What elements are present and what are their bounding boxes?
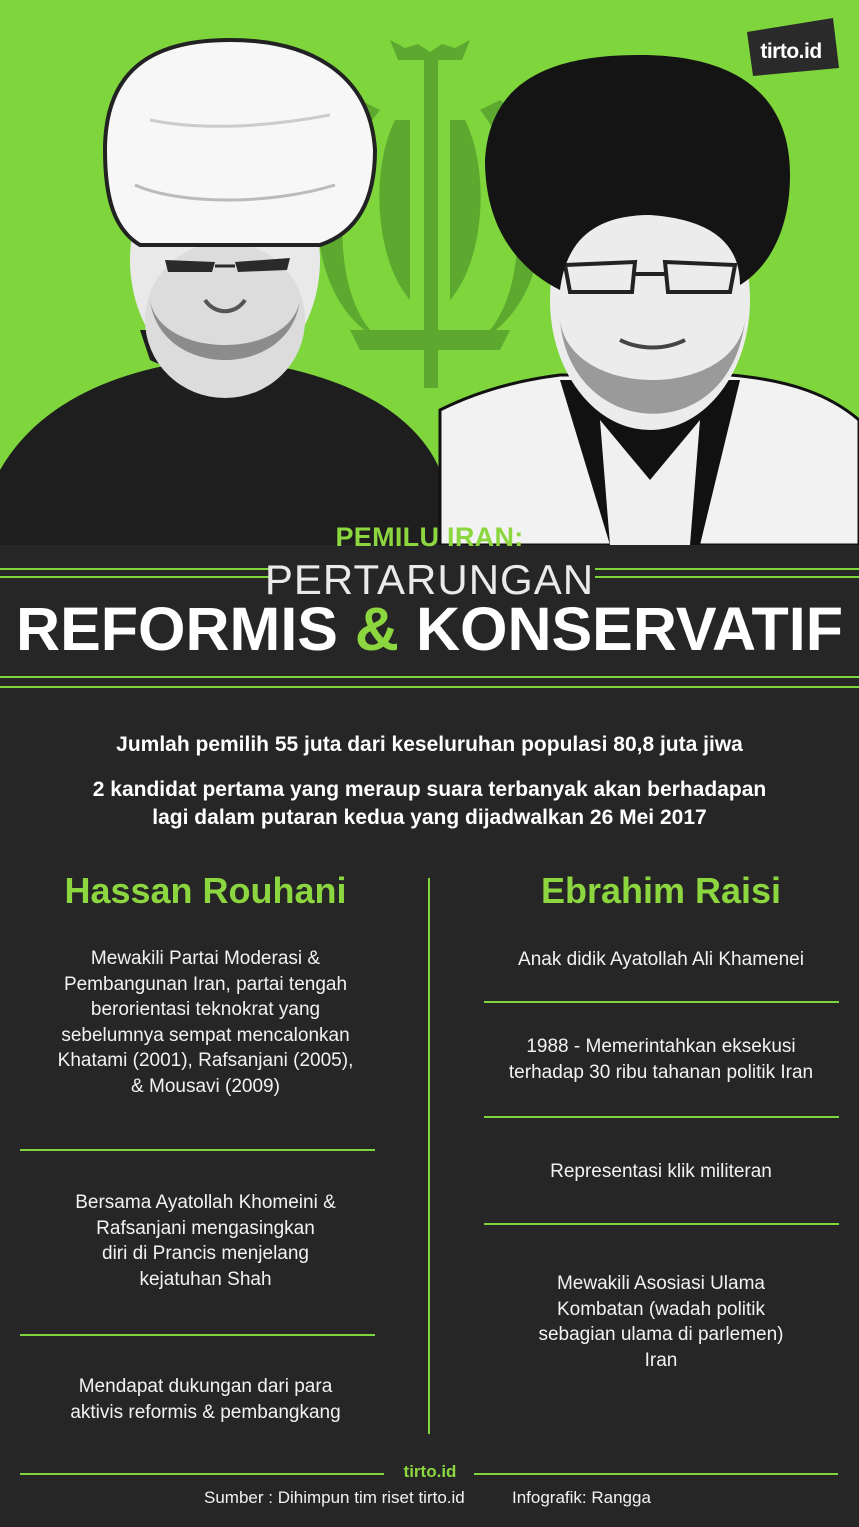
rouhani-point-1 [8, 946, 403, 1099]
raisi-point-2 [466, 1034, 856, 1085]
raisi-portrait [440, 55, 859, 545]
text-line: Anak didik Ayatollah Ali Khamenei [518, 949, 804, 970]
text-line: Mendapat dukungan dari para [78, 1376, 333, 1397]
title-subtitle: PERTARUNGAN [264, 556, 595, 603]
text-line: Representasi klik militeran [550, 1161, 772, 1182]
text-line: diri di Prancis menjelang [102, 1243, 309, 1264]
candidate-rouhani [8, 870, 403, 1423]
rouhani-point-2 [8, 1190, 403, 1292]
text-line: Mewakili Asosiasi Ulama [556, 1273, 765, 1294]
title-block [0, 508, 859, 698]
footer-rule-left [20, 1473, 384, 1475]
text-line: & Mousavi (2009) [131, 1075, 280, 1097]
text-line: sebelumnya sempat mencalonkan [61, 1024, 350, 1046]
footer-credit: Infografik: Rangga [512, 1488, 651, 1507]
title-kicker: PEMILU IRAN: [335, 522, 524, 552]
portraits-illustration [0, 0, 859, 545]
title-rule-bottom-1 [0, 676, 859, 678]
candidate-name-raisi: Ebrahim Raisi [540, 870, 782, 911]
text-line: aktivis reformis & pembangkang [70, 1401, 341, 1423]
text-line: Pembangunan Iran, partai tengah [63, 973, 348, 995]
column-divider [428, 878, 430, 1434]
text-line: 1988 - Memerintahkan eksekusi [526, 1036, 796, 1057]
candidate-raisi [466, 870, 856, 1371]
separator [20, 1334, 375, 1336]
text-line: terhadap 30 ribu tahanan politik Iran [508, 1061, 814, 1083]
tirto-logo [747, 18, 839, 76]
logo-text: tirto.id [760, 40, 822, 63]
rouhani-point-3 [8, 1374, 403, 1425]
title-left-word: REFORMIS [16, 595, 338, 663]
text-line: berorientasi teknokrat yang [90, 999, 321, 1020]
raisi-point-1 [466, 947, 856, 973]
title-right-word: KONSERVATIF [415, 595, 843, 663]
text-line: Khatami (2001), Rafsanjani (2005), [57, 1050, 354, 1071]
footer-source: Sumber : Dihimpun tim riset tirto.id [204, 1488, 465, 1507]
separator [484, 1223, 839, 1225]
separator [484, 1116, 839, 1118]
hero-illustration [0, 0, 859, 545]
title-ampersand: & [354, 595, 399, 663]
raisi-point-4 [466, 1271, 856, 1373]
title-rule-bottom-2 [0, 686, 859, 688]
footer-rule-right [474, 1473, 838, 1475]
page-title [0, 594, 859, 664]
intro-runoff-line-1: 2 kandidat pertama yang meraup suara terbanyak akan berhadapan [92, 778, 767, 801]
text-line: Iran [644, 1349, 678, 1371]
separator [484, 1001, 839, 1003]
intro-voters: Jumlah pemilih 55 juta dari keseluruhan populasi 80,8 juta jiwa [116, 733, 743, 756]
text-line: kejatuhan Shah [139, 1268, 272, 1290]
raisi-point-3 [466, 1159, 856, 1185]
text-line: sebagian ulama di parlemen) [538, 1324, 784, 1345]
footer-brand: tirto.id [403, 1462, 457, 1481]
text-line: Kombatan (wadah politik [556, 1298, 766, 1320]
candidate-name-rouhani: Hassan Rouhani [64, 870, 347, 911]
text-line: Rafsanjani mengasingkan [96, 1217, 315, 1239]
text-line: Mewakili Partai Moderasi & [90, 948, 321, 969]
text-line: Bersama Ayatollah Khomeini & [75, 1192, 336, 1213]
separator [20, 1149, 375, 1151]
intro-runoff-line-2: lagi dalam putaran kedua yang dijadwalkan 26 Mei 2017 [152, 806, 707, 829]
